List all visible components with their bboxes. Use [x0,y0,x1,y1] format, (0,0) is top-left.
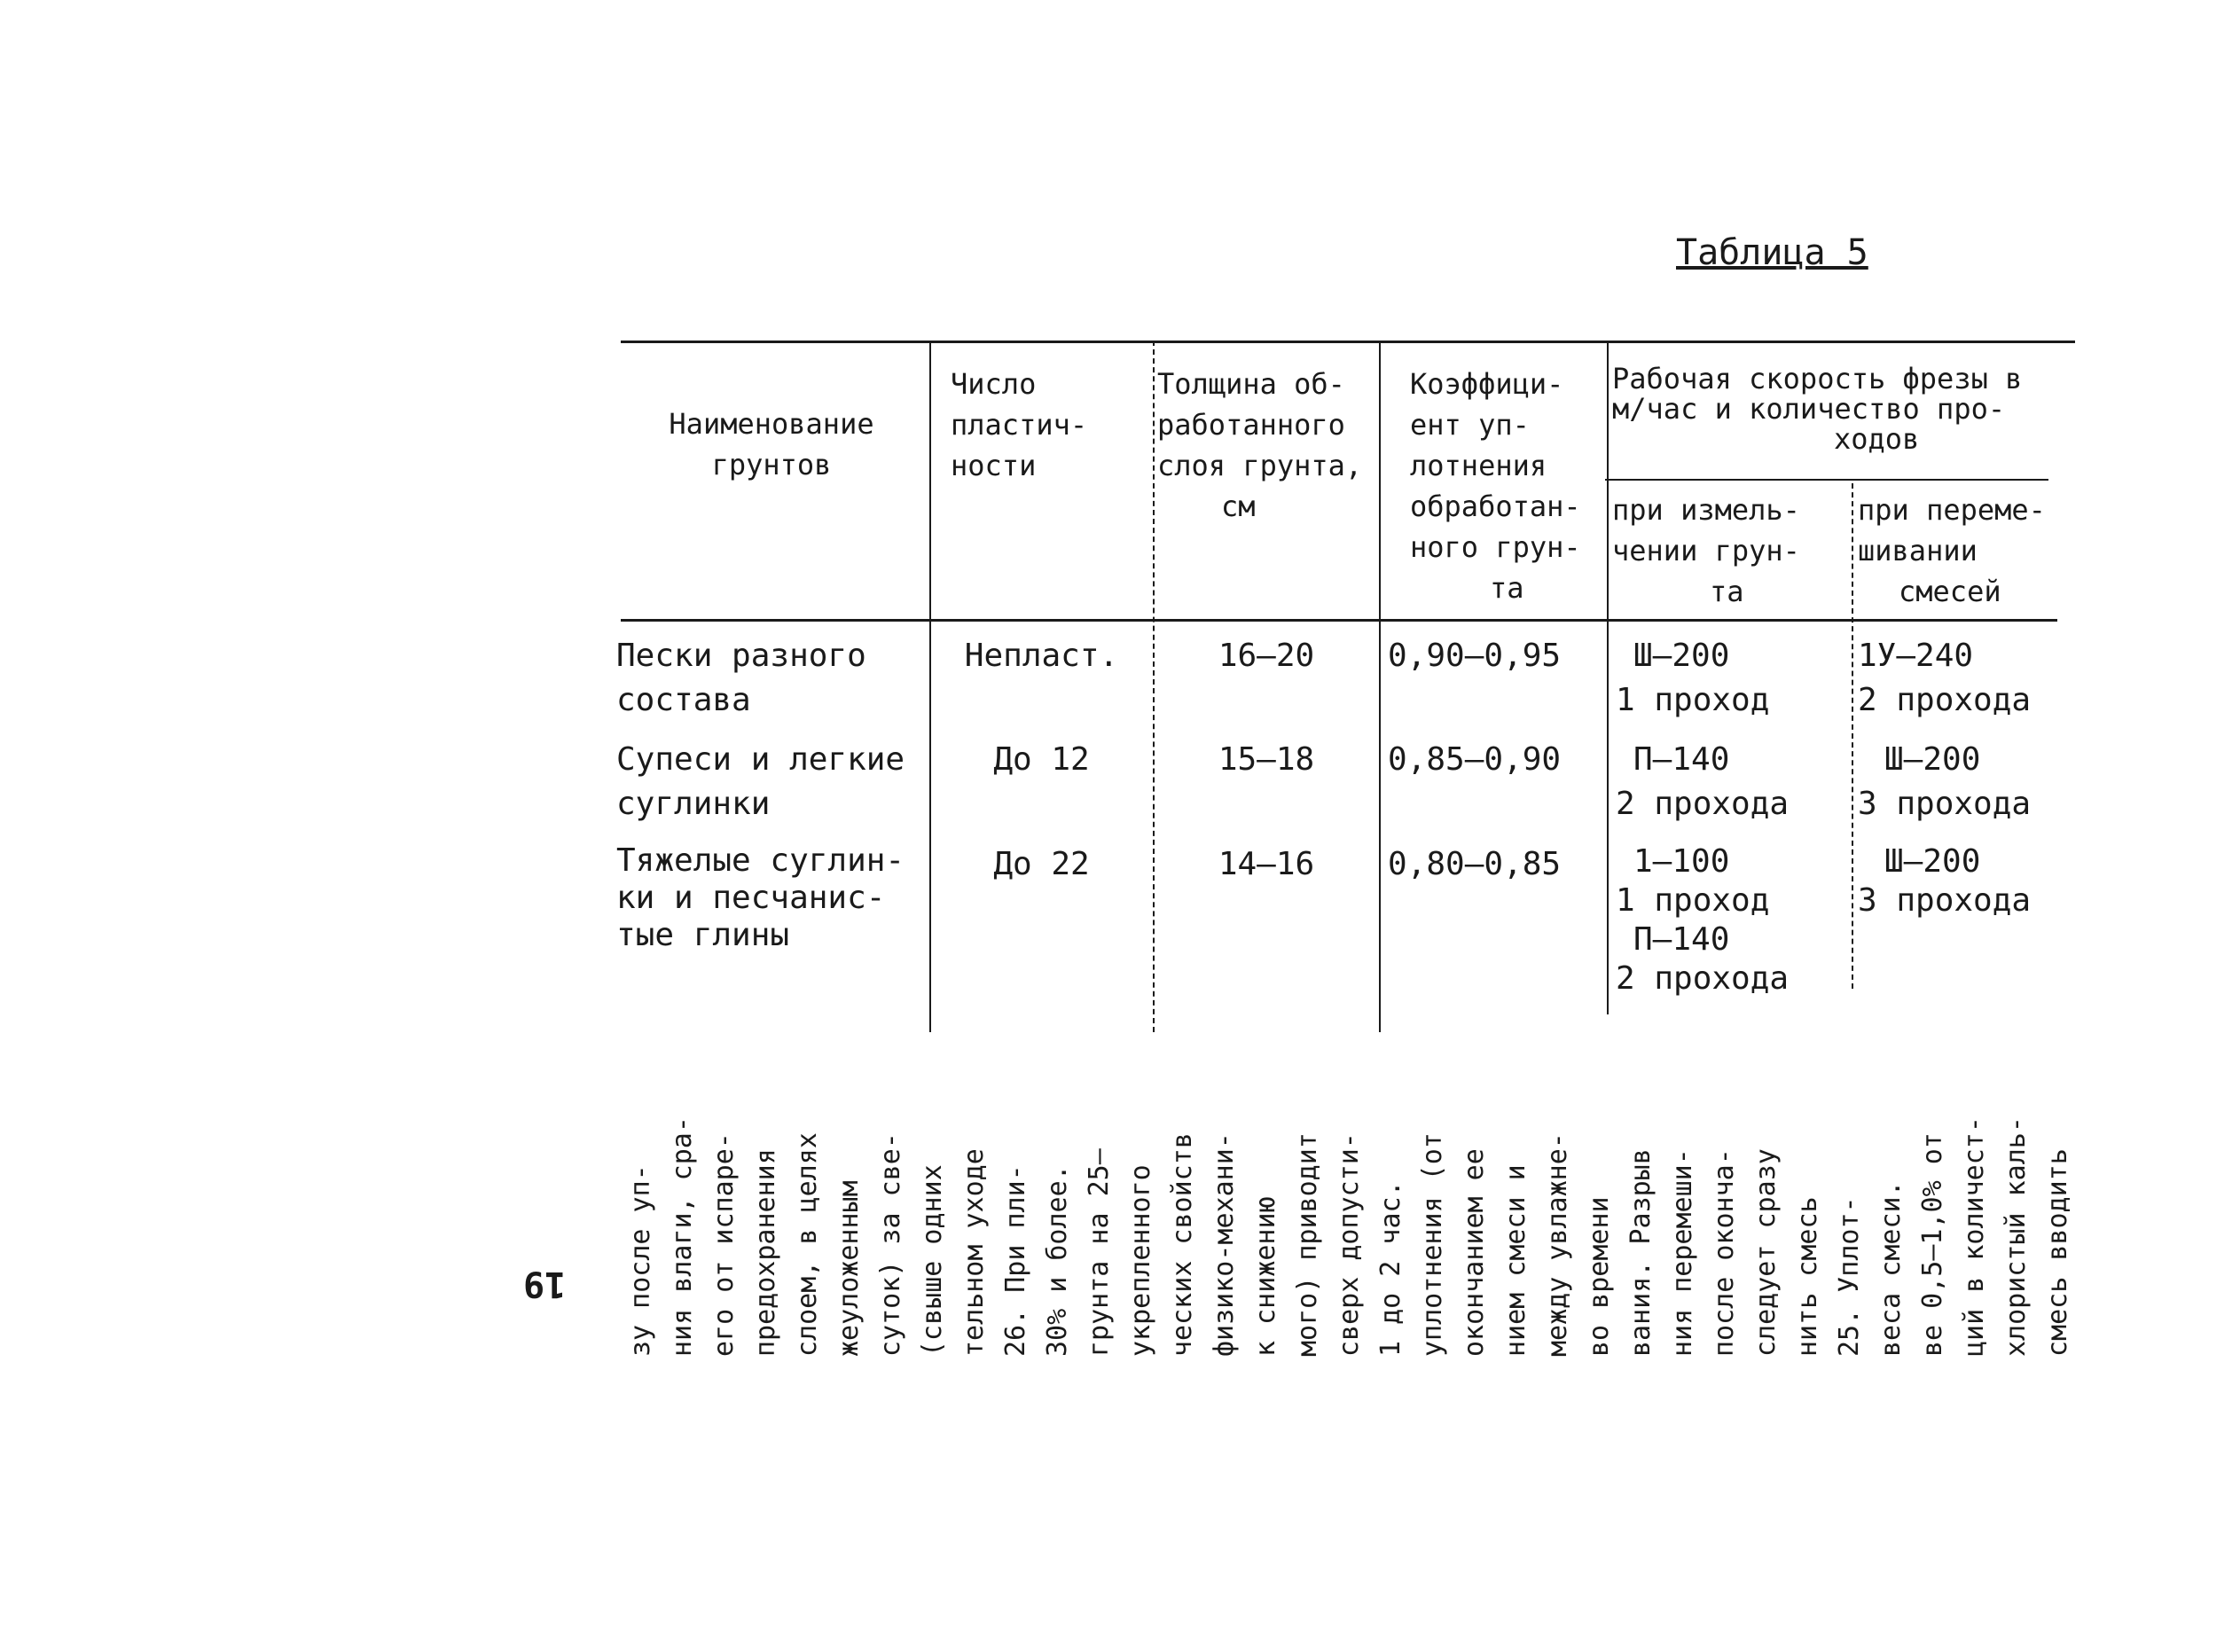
rotated-text-line: ния влаги, сра- [667,1116,698,1357]
page-number: 19 [523,1264,567,1304]
col-sep-1 [929,341,931,1032]
rotated-text-line: хлористый каль- [2001,1116,2032,1357]
rotated-text-line: суток) за све- [875,1132,906,1357]
rotated-text-line: веса смеси. [1876,1180,1907,1357]
rotated-text-line: смесь вводить [2042,1148,2073,1357]
col-sep-3 [1379,341,1381,1032]
rotated-text-line: зу после уп- [625,1164,656,1357]
rotated-text-line: уплотнения (от [1417,1132,1448,1357]
speed-subheader-rule [1605,479,2048,481]
rotated-text-line: сверх допусти- [1334,1132,1365,1357]
header-speed-mixing: при переме- шивании смесей [1858,493,2046,608]
rotated-text-line: тельном уходе [959,1148,990,1357]
row-1-grinding: Ш–200 1 проход [1616,638,1770,718]
rotated-text-line: 26. При пли- [1000,1164,1031,1357]
rotated-text-block [576,1037,2084,1357]
header-speed-grinding: при измель- чении грун- та [1612,493,1800,608]
rotated-text-line: 30% и более. [1042,1164,1073,1357]
row-2-mixing: Ш–200 3 прохода [1858,741,2032,822]
rotated-text-line: к снижению [1250,1196,1281,1357]
row-3-coefficient: 0,80–0,85 [1388,846,1562,882]
row-1-coefficient: 0,90–0,95 [1388,638,1562,674]
row-1-mixing: 1У–240 2 прохода [1858,638,2032,718]
col-sep-5 [1852,483,1853,989]
header-plasticity: Число пластич- ности [951,367,1088,482]
rotated-text-line: укрепленного [1125,1164,1156,1357]
header-bottom-rule [621,619,2057,622]
header-coefficient: Коэффици- ент уп- лотнения обработан- ного грун- та [1410,367,1581,605]
row-3-plasticity: До 22 [993,846,1090,882]
rotated-text-line: слоем, в целях [792,1132,823,1357]
rotated-text-line: после оконча- [1709,1148,1740,1357]
header-speed: Рабочая скорость фрезы в м/час и количество про- ходов [1612,362,2023,456]
rotated-text-line: 25. Уплот- [1834,1196,1865,1357]
row-1-thickness: 16–20 [1218,638,1315,674]
row-3-thickness: 14–16 [1218,846,1315,882]
rotated-text-line: 1 до 2 час. [1375,1180,1406,1357]
table-top-rule [621,341,2075,343]
rotated-text-line: его от испаре- [709,1132,740,1357]
row-2-grinding: П–140 2 прохода [1616,741,1790,822]
rotated-text-line: нить смесь [1792,1196,1823,1357]
row-3-mixing: Ш–200 3 прохода [1858,843,2032,919]
rotated-text-line: мого) приводит [1292,1132,1323,1357]
rotated-text-line: грунта на 25– [1084,1148,1115,1357]
rotated-text-line: окончанием ее [1459,1148,1490,1357]
rotated-text-line: физико-механи- [1209,1132,1240,1357]
row-1-plasticity: Непласт. [964,638,1119,674]
rotated-text-line: ческих свойств [1167,1132,1198,1357]
row-2-plasticity: До 12 [993,741,1090,778]
row-3-name: Тяжелые суглин- ки и песчанис- тые глины [616,842,905,953]
col-sep-2 [1153,341,1155,1032]
rotated-text-line: ций в количест- [1959,1116,1990,1357]
rotated-text-line: нием смеси и [1500,1164,1531,1357]
table-title: Таблица 5 [1676,232,1868,273]
row-2-thickness: 15–18 [1218,741,1315,778]
row-3-grinding: 1–100 1 проход П–140 2 прохода [1616,843,1790,997]
rotated-text-line: предохранения [750,1148,781,1357]
row-1-name: Пески разного состава [616,638,866,718]
rotated-text-line: во времени [1584,1196,1615,1357]
rotated-text-line: между увлажне- [1542,1132,1573,1357]
row-2-name: Супеси и легкие суглинки [616,741,905,822]
row-2-coefficient: 0,85–0,90 [1388,741,1562,778]
rotated-text-line: вания. Разрыв [1625,1148,1657,1357]
rotated-text-line: жеуложенным [834,1180,865,1357]
rotated-text-line: ве 0,5–1,0% от [1917,1132,1948,1357]
header-thickness: Толщина об- работанного слоя грунта, см [1157,367,1363,523]
rotated-text-line: ния перемеши- [1667,1148,1698,1357]
header-name: Наименование грунтов [669,407,874,482]
rotated-text-line: (свыше одних [917,1164,948,1357]
col-sep-4 [1607,341,1609,1014]
rotated-text-line: следует сразу [1750,1148,1782,1357]
